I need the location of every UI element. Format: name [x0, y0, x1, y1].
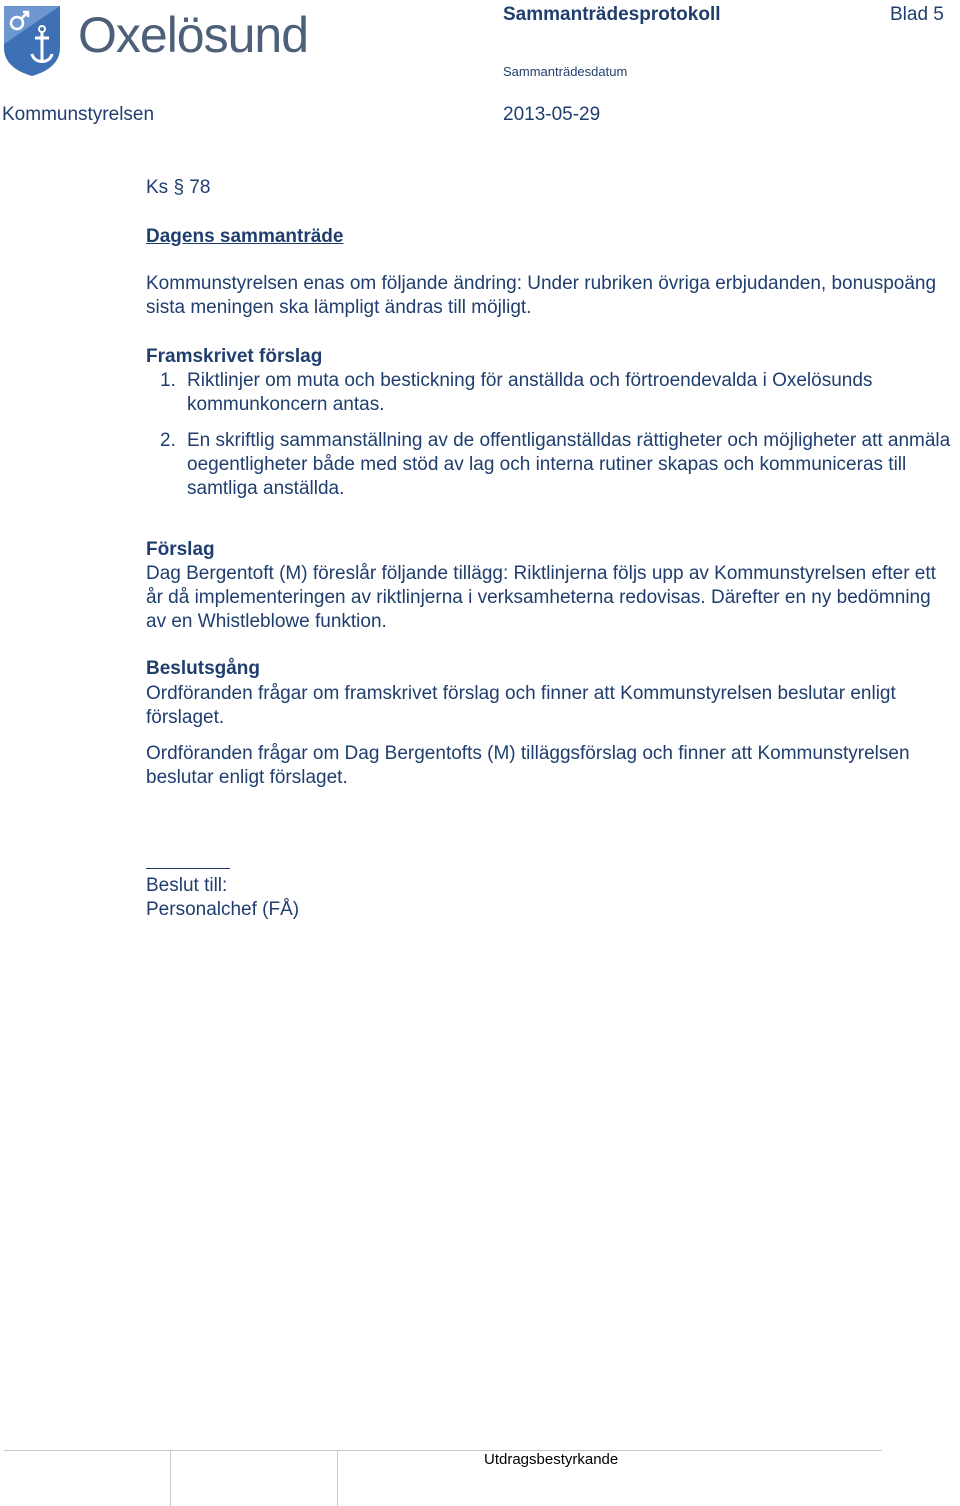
list-item-number: 2.	[160, 430, 176, 451]
list-item-text: Riktlinjer om muta och bestickning för anställda och förtroendevalda i Oxelösunds kommunkoncern antas.	[187, 370, 873, 415]
list-item-text: En skriftlig sammanställning av de offentliganställdas rättigheter och möjligheter att anmäla oegentligheter både med stöd av lag och interna rutiner skapas och kommuniceras till samtliga anställda.	[187, 430, 951, 499]
list-item-number: 1.	[160, 370, 176, 391]
footer-cell-divider	[337, 1450, 338, 1506]
meeting-date: 2013-05-29	[503, 104, 601, 125]
decision-paragraph: Ordföranden frågar om Dag Bergentofts (M) tilläggsförslag och finner att Kommunstyrelsen beslutar enligt förslaget.	[146, 743, 910, 788]
case-title: Dagens sammanträde	[146, 226, 344, 247]
logo-wordmark: Oxelösund	[78, 7, 309, 63]
separator-line	[146, 868, 230, 869]
municipality-shield-logo	[2, 4, 62, 78]
footer-divider	[4, 1450, 882, 1451]
suggestion-heading: Förslag	[146, 539, 215, 560]
decision-heading: Beslutsgång	[146, 658, 261, 679]
case-intro: Kommunstyrelsen enas om följande ändring: Under rubriken övriga erbjudanden, bonuspoäng sista meningen ska lämpligt ändras till möjligt.	[146, 273, 937, 318]
proposal-heading: Framskrivet förslag	[146, 346, 323, 367]
page-number: Blad 5	[890, 4, 944, 25]
footer-cell-divider	[170, 1450, 171, 1506]
meeting-date-label: Sammanträdesdatum	[503, 64, 628, 79]
organization-name: Kommunstyrelsen	[2, 104, 155, 125]
footer-certification-label: Utdragsbestyrkande	[484, 1451, 619, 1468]
case-number: Ks § 78	[146, 177, 211, 198]
decision-paragraph: Ordföranden frågar om framskrivet förslag och finner att Kommunstyrelsen beslutar enligt förslaget.	[146, 683, 896, 728]
distribution-label: Beslut till:	[146, 875, 228, 896]
suggestion-text: Dag Bergentoft (M) föreslår följande tillägg: Riktlinjerna följs upp av Kommunstyrelsen efter ett år då implementeringen av riktlinjerna i verksamheterna redovisas. Därefter en ny bedömning av en Whistleblowe funktion.	[146, 563, 936, 632]
distribution-recipient: Personalchef (FÅ)	[146, 899, 300, 920]
document-title: Sammanträdesprotokoll	[503, 4, 721, 25]
